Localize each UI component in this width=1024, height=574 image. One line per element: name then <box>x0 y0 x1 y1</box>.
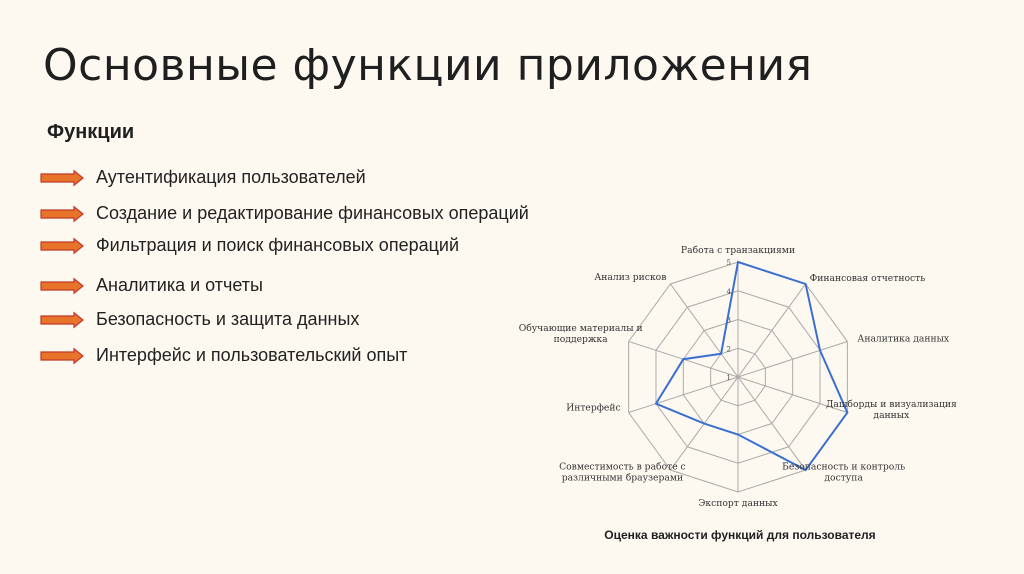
arrow-right-icon <box>40 278 84 294</box>
category-label-line: Обучающие материалы и <box>518 322 643 334</box>
function-label: Создание и редактирование финансовых операций <box>96 203 529 223</box>
tick-label: 5 <box>726 259 731 267</box>
tick-label: 3 <box>726 316 731 325</box>
category-label-line: Безопасность и контроль <box>782 461 906 473</box>
category-label-line: доступа <box>824 472 863 484</box>
radar-chart-svg <box>518 238 980 528</box>
tick-label: 2 <box>726 345 731 354</box>
grid-spoke <box>738 284 806 377</box>
category-label-line: Финансовая отчетность <box>809 272 926 284</box>
function-label: Аналитика и отчеты <box>96 275 263 295</box>
tick-label: 4 <box>726 287 731 296</box>
arrow-right-icon <box>40 238 84 254</box>
category-label-line: Экспорт данных <box>698 498 778 509</box>
function-label: Безопасность и защита данных <box>96 309 360 329</box>
category-label <box>566 403 620 414</box>
category-label-line: Анализ рисков <box>594 271 667 283</box>
tick-label: 1 <box>726 374 731 382</box>
category-label-line: Совместимость в работе с <box>559 461 686 473</box>
category-label <box>594 272 666 283</box>
category-label-line: Интерфейс <box>566 402 621 414</box>
function-label: Аутентификация пользователей <box>96 167 366 187</box>
series-line <box>656 262 847 470</box>
section-subtitle: Функции <box>47 121 135 143</box>
arrow-right-icon <box>40 312 84 328</box>
grid-spoke <box>738 377 806 470</box>
category-label <box>782 462 905 484</box>
category-label <box>698 498 778 509</box>
function-label: Интерфейс и пользовательский опыт <box>96 345 408 365</box>
category-label <box>559 462 686 484</box>
radar-chart <box>518 238 980 528</box>
arrow-right-icon <box>40 348 84 364</box>
arrow-right-icon <box>40 170 84 186</box>
category-label-line: Работа с транзакциями <box>680 245 796 256</box>
function-label: Фильтрация и поиск финансовых операций <box>96 235 460 255</box>
chart-caption: Оценка важности функций для пользователя <box>604 528 876 542</box>
category-label-line: данных <box>873 410 910 422</box>
category-label-line: Дашборды и визуализация <box>825 399 957 411</box>
category-label <box>519 323 643 345</box>
category-label-line: Аналитика данных <box>857 333 950 345</box>
slide-title: Основные функции приложения <box>43 40 813 91</box>
category-label <box>681 245 795 256</box>
category-label <box>857 333 950 344</box>
category-label-line: поддержка <box>553 333 608 345</box>
category-label <box>826 399 957 421</box>
category-label <box>810 273 926 284</box>
category-label-line: различными браузерами <box>561 472 684 484</box>
arrow-right-icon <box>40 206 84 222</box>
